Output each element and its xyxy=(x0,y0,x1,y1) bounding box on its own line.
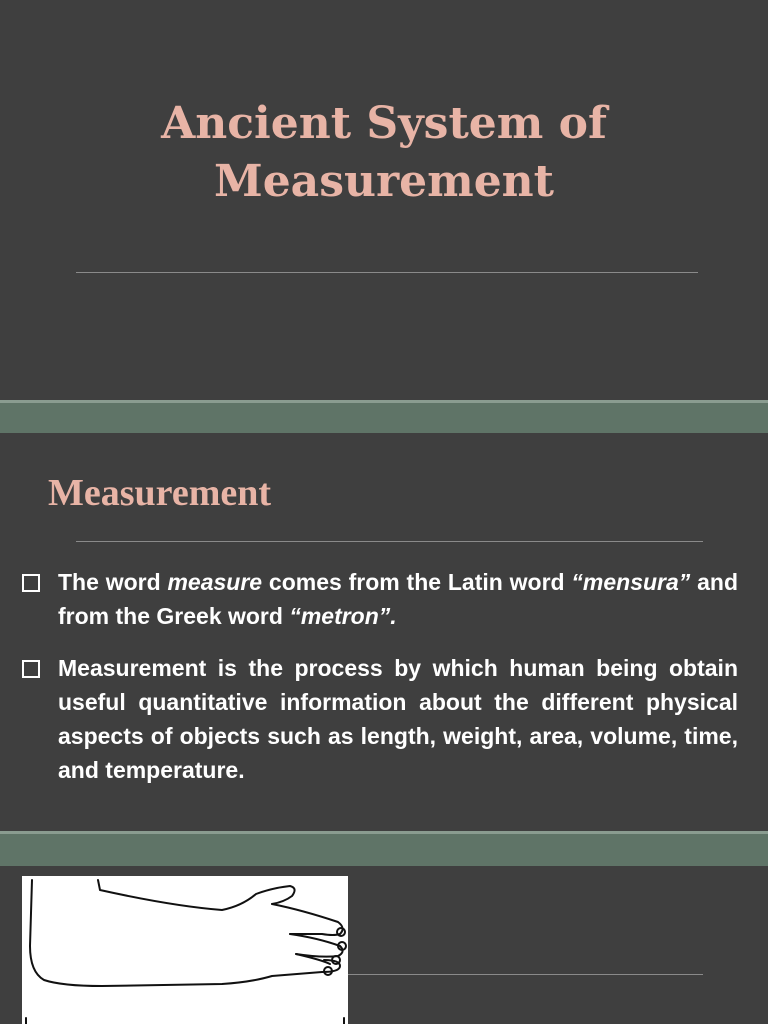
cubit-divider-line xyxy=(348,974,703,975)
bullet-text: The word xyxy=(58,569,168,595)
slide-separator xyxy=(0,831,768,866)
bullet-item xyxy=(22,651,738,787)
checkbox-bullet-icon xyxy=(22,660,40,678)
slide-cubit xyxy=(0,866,768,1024)
slide-separator xyxy=(0,400,768,433)
checkbox-bullet-icon xyxy=(22,574,40,592)
slide-measurement xyxy=(0,433,768,831)
title-line-2: Measurement xyxy=(213,156,554,207)
bullet-text: and from the Greek word xyxy=(58,569,738,629)
bullet-text-italic: “mensura” xyxy=(571,569,691,595)
bullet-text: Measurement is the process by which human being obtain useful quantitative information about the different physical aspects of objects such as length, weight, area, volume, time, and temperature. xyxy=(58,655,738,783)
bullet-text-italic: measure xyxy=(167,569,263,595)
title-divider-line xyxy=(76,272,698,273)
slide-title-heading xyxy=(0,95,768,211)
title-line-1: Ancient System of xyxy=(161,98,607,149)
forearm-hand-drawing-icon xyxy=(22,876,348,1024)
heading-divider-line xyxy=(76,541,703,542)
slide-heading: Measurement xyxy=(48,472,272,514)
bullet-item xyxy=(22,565,738,633)
bullet-text-italic: . xyxy=(390,603,397,629)
bullet-text-italic: “metron” xyxy=(289,603,391,629)
bullet-list xyxy=(22,565,738,805)
slide-title xyxy=(0,0,768,400)
bullet-text: comes from the Latin word xyxy=(262,569,572,595)
